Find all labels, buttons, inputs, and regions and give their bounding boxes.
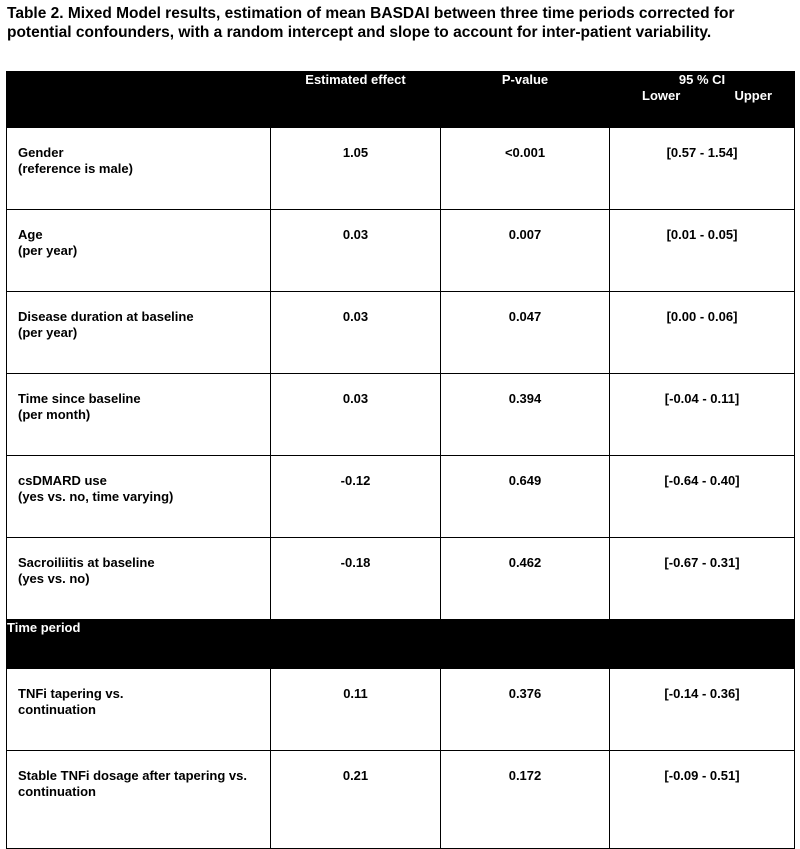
row-label-sub: continuation <box>18 702 96 717</box>
results-table <box>6 71 795 849</box>
row-label-sub: (per year) <box>18 243 78 258</box>
section-row-time-period <box>7 620 795 669</box>
row-p-value: 0.649 <box>441 456 610 538</box>
table-row <box>7 210 795 292</box>
row-label-sub: continuation <box>18 784 96 799</box>
row-label <box>7 538 271 620</box>
header-estimated-effect: Estimated effect <box>271 72 441 128</box>
row-label-sub: (reference is male) <box>18 161 133 176</box>
row-p-value: 0.047 <box>441 292 610 374</box>
table-row <box>7 456 795 538</box>
table-row <box>7 538 795 620</box>
row-ci: [0.01 - 0.05] <box>610 210 795 292</box>
row-effect: 1.05 <box>271 128 441 210</box>
table-row <box>7 751 795 849</box>
row-ci: [0.00 - 0.06] <box>610 292 795 374</box>
header-ci-label: 95 % CI <box>678 72 726 87</box>
row-p-value: 0.007 <box>441 210 610 292</box>
row-label <box>7 292 271 374</box>
row-ci: [-0.67 - 0.31] <box>610 538 795 620</box>
row-ci: [0.57 - 1.54] <box>610 128 795 210</box>
table-row <box>7 669 795 751</box>
table-caption: Table 2. Mixed Model results, estimation of mean BASDAI between three time periods corrected for potential confounders, with a random intercept and slope to account for inter-patient variability. <box>7 5 735 41</box>
row-ci: [-0.09 - 0.51] <box>610 751 795 849</box>
row-ci: [-0.04 - 0.11] <box>610 374 795 456</box>
row-label <box>7 669 271 751</box>
row-label-sub: (per month) <box>18 407 91 422</box>
header-ci-lower: Lower <box>642 88 681 103</box>
row-ci: [-0.64 - 0.40] <box>610 456 795 538</box>
row-p-value: <0.001 <box>441 128 610 210</box>
row-label <box>7 374 271 456</box>
row-effect: 0.03 <box>271 210 441 292</box>
row-ci: [-0.14 - 0.36] <box>610 669 795 751</box>
table-row <box>7 374 795 456</box>
header-empty <box>7 72 271 128</box>
header-ci-sub <box>610 88 794 103</box>
row-effect: 0.21 <box>271 751 441 849</box>
row-label-main: Sacroiliitis at baseline <box>18 555 155 570</box>
row-label-main: Disease duration at baseline <box>18 309 194 324</box>
row-p-value: 0.462 <box>441 538 610 620</box>
row-label-main: Age <box>18 227 43 242</box>
row-label-main: Stable TNFi dosage after tapering vs. <box>18 768 247 783</box>
row-label-sub: (yes vs. no) <box>18 571 90 586</box>
row-p-value: 0.394 <box>441 374 610 456</box>
row-label-main: Gender <box>18 145 64 160</box>
row-effect: 0.03 <box>271 292 441 374</box>
row-p-value: 0.376 <box>441 669 610 751</box>
table-row <box>7 128 795 210</box>
header-ci-upper: Upper <box>734 88 772 103</box>
header-p-value: P-value <box>441 72 610 128</box>
table-row <box>7 292 795 374</box>
row-p-value: 0.172 <box>441 751 610 849</box>
row-effect: -0.12 <box>271 456 441 538</box>
row-effect: 0.03 <box>271 374 441 456</box>
row-label-main: TNFi tapering vs. <box>18 686 124 701</box>
row-label-sub: (per year) <box>18 325 78 340</box>
row-label <box>7 456 271 538</box>
table-header-row <box>7 72 795 128</box>
row-effect: 0.11 <box>271 669 441 751</box>
row-effect: -0.18 <box>271 538 441 620</box>
row-label <box>7 210 271 292</box>
row-label-sub: (yes vs. no, time varying) <box>18 489 174 504</box>
row-label-main: csDMARD use <box>18 473 107 488</box>
row-label <box>7 128 271 210</box>
section-title: Time period <box>7 620 795 669</box>
row-label <box>7 751 271 849</box>
header-ci <box>610 72 795 128</box>
row-label-main: Time since baseline <box>18 391 141 406</box>
